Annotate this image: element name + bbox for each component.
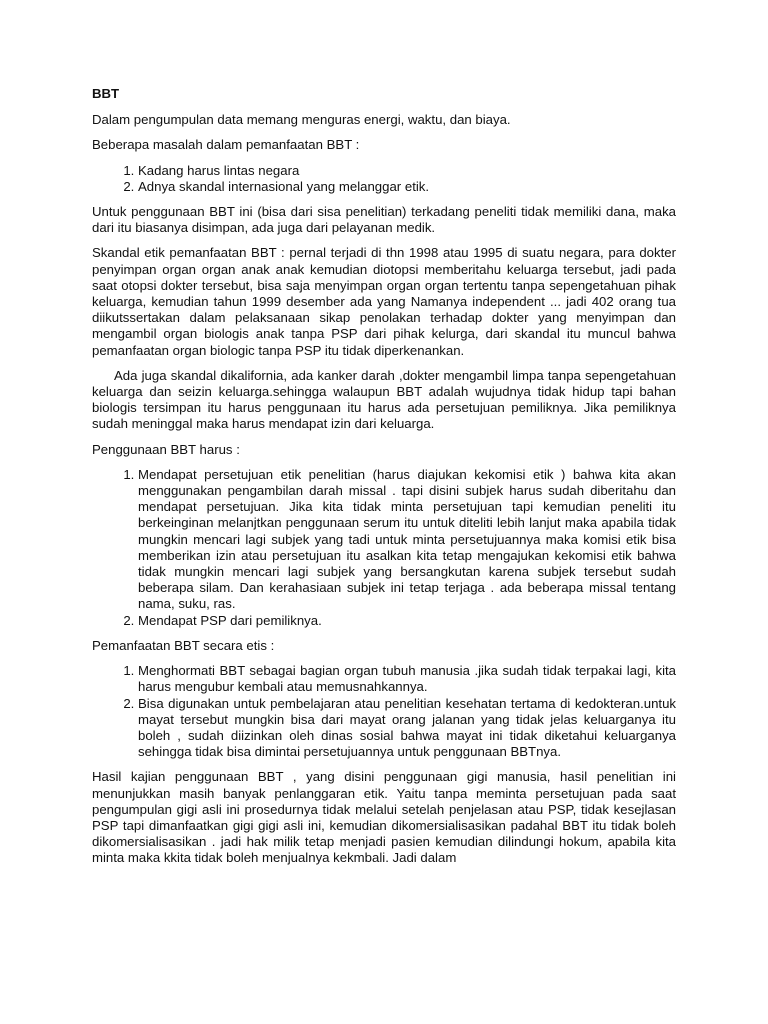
paragraph-usage-heading: Penggunaan BBT harus : (92, 441, 240, 457)
list-item: 2. Mendapat PSP dari pemiliknya. (138, 613, 676, 629)
list-item: 2. Adnya skandal internasional yang melanggar etik. (138, 179, 676, 195)
paragraph-ethics-heading: Pemanfaatan BBT secara etis : (92, 637, 275, 653)
paragraph-california: Ada juga skandal dikalifornia, ada kanker darah ,dokter mengambil limpa tanpa sepengetahuan keluarga dan seizin keluarga.sehingga walaupun BBT adalah wujudnya tidak hidup tapi bahan biologis tersimpan itu harus penggunaan itu harus ada persetujuan pemiliknya. Jika pemiliknya sudah meninggal maka harus mendapat izin dari keluarga. (92, 367, 676, 432)
paragraph-problems-heading: Beberapa masalah dalam pemanfaatan BBT : (92, 137, 360, 153)
ethics-list (92, 663, 676, 760)
problems-list (92, 163, 676, 195)
list-item: 2. Bisa digunakan untuk pembelajaran atau penelitian kesehatan tertama di kedokteran.untuk mayat tersebut mungkin bisa dari mayat orang jalanan yang tidak jelas keluarganya itu boleh , sudah diizinkan oleh dinas sosial bahwa mayat ini tidak diketahui keluarganya sehingga tidak bisa dimintai persetujuannya untuk penggunaan BBTnya. (138, 696, 676, 761)
list-item: 1. Mendapat persetujuan etik penelitian (harus diajukan kekomisi etik ) bahwa kita akan menggunakan pengambilan darah missal . tapi disini subjek harus sudah diberitahu dan mendapat persetujuan. Jika kita tidak minta persetujuan tapi kemudian peneliti itu berkeinginan melanjtkan penggunaan serum itu untuk diteliti lebih lanjut maka apabila tidak mungkin mencari lagi subjek yang tadi untuk minta persetujuannya maka komisi etik bisa memberikan izin atau persetujuan itu asalkan kita tetap mengajukan kekomisi etik bahwa tidak mungkin mencari lagi subjek yang bersangkutan karena subjek tersebut sudah beberapa silam. Dan kerahasiaan subjek ini tetap terjaga . ada beberapa missal tentang nama, suku, ras. (138, 467, 676, 613)
list-item: 1. Kadang harus lintas negara (138, 163, 676, 179)
paragraph-scandal: Skandal etik pemanfaatan BBT : pernal terjadi di thn 1998 atau 1995 di suatu negara, para dokter penyimpan organ organ anak anak kemudian diotopsi memberitahu keluarga tersebut, jadi pada saat otopsi dokter tersebut, bisa saja menyimpan organ organ tertentu tanpa sepengetahuan pihak keluarga, kemudian tahun 1999 desember ada yang Namanya independent ... jadi 402 orang tua diikutssertakan dalam pelaksanaan sikap penolakan terhadap dokter yang menyimpan dan mengambil organ biologis anak tanpa PSP dari pihak kelurga, dari skandal itu muncul bahwa pemanfaatan organ biologic tanpa PSP itu tidak diperkenankan. (92, 245, 676, 358)
usage-list (92, 467, 676, 629)
paragraph-study-results: Hasil kajian penggunaan BBT , yang disini penggunaan gigi manusia, hasil penelitian ini menunjukkan masih banyak penlanggaran etik. Yaitu tanpa meminta persetujuan pada saat pengumpulan gigi asli ini prosedurnya tidak melalui setelah penjelasan atau PSP, tidak kesejlasan PSP tapi dimanfaatkan gigi gigi asli ini, kemudian dikomersialisasikan padahal BBT itu tidak boleh dikomersialisasikan . jadi hak milik tetap menjadi pasien kemudian dilindungi hokum, apabila kita minta maka kkita tidak boleh menjualnya kekmbali. Jadi dalam (92, 769, 676, 866)
document-title: BBT (92, 86, 120, 101)
paragraph-funding: Untuk penggunaan BBT ini (bisa dari sisa penelitian) terkadang peneliti tidak memiliki dana, maka dari itu biasanya disimpan, ada juga dari pelayanan medik. (92, 204, 676, 236)
list-item: 1. Menghormati BBT sebagai bagian organ tubuh manusia .jika sudah tidak terpakai lagi, kita harus mengubur kembali atau memusnahkannya. (138, 663, 676, 695)
paragraph-intro: Dalam pengumpulan data memang menguras energi, waktu, dan biaya. (92, 112, 511, 128)
document-page (92, 86, 676, 876)
